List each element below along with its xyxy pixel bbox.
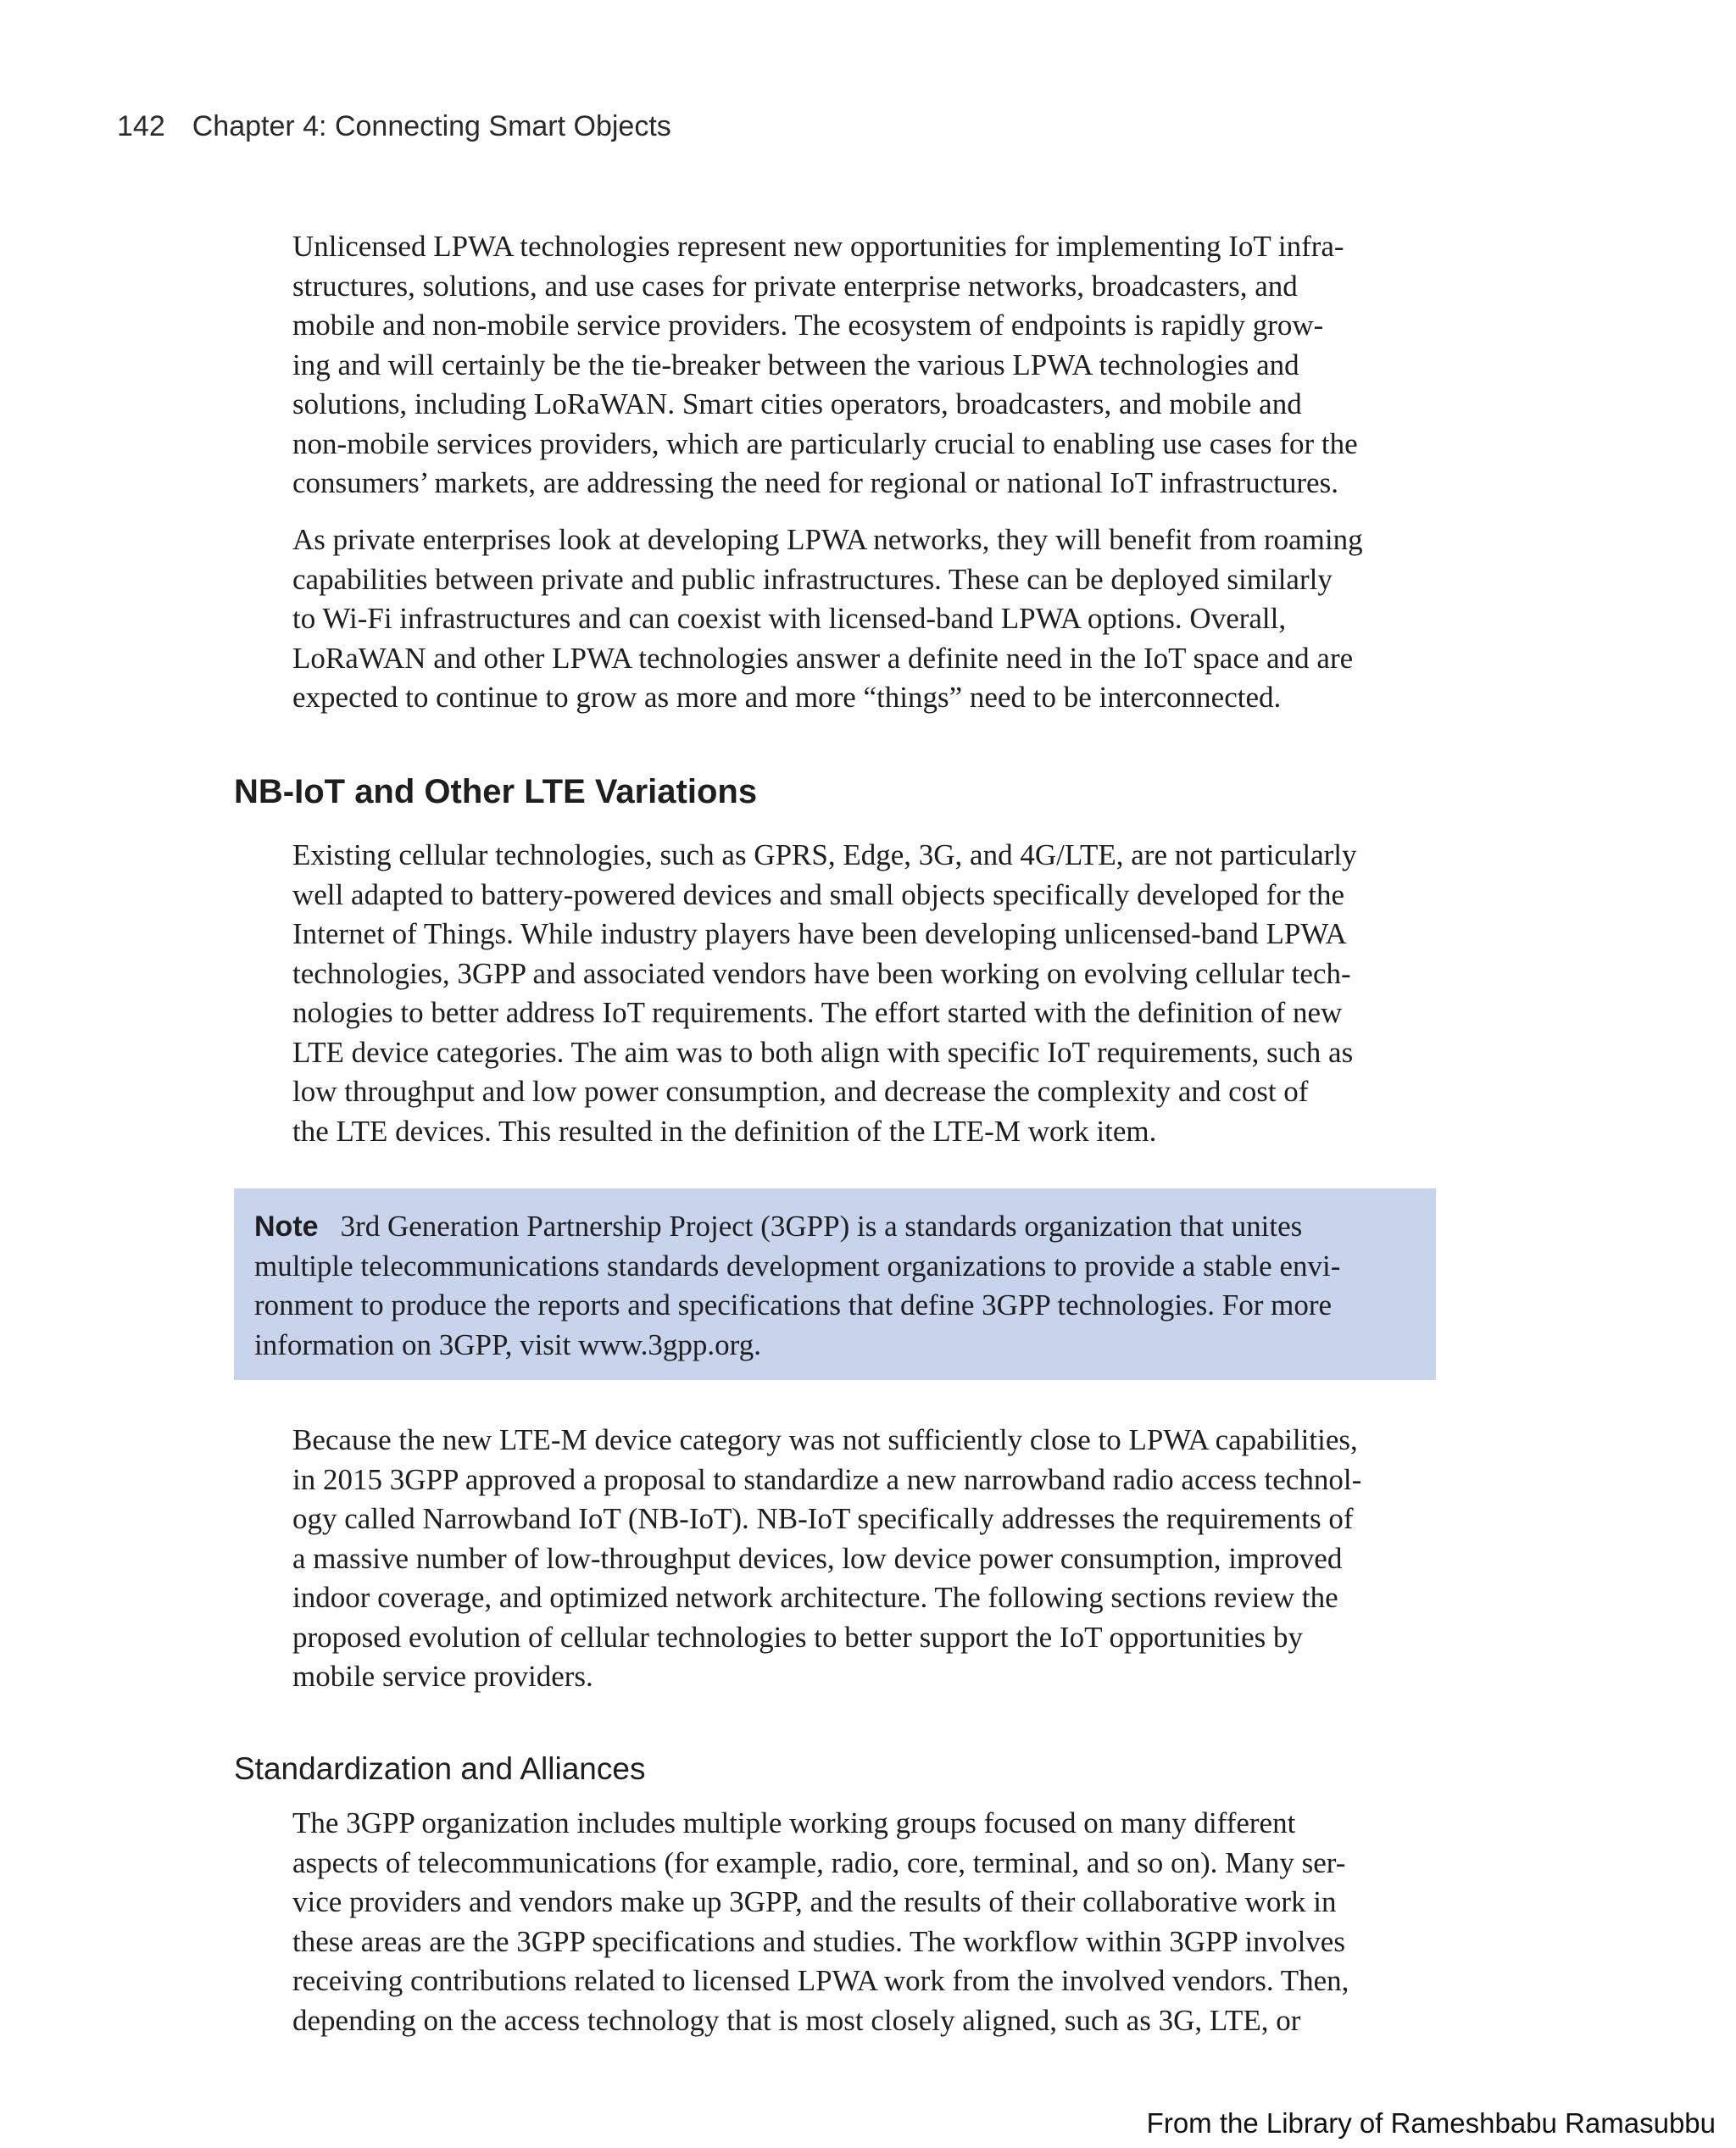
text-line: ronment to produce the reports and specifications that define 3GPP technologies. For more <box>254 1288 1333 1322</box>
text-line: receiving contributions related to licensed LPWA work from the involved vendors. Then, <box>292 1964 1349 1997</box>
text-line: LTE device categories. The aim was to both align with specific IoT requirements, such as <box>292 1035 1354 1069</box>
text-line: Internet of Things. While industry players have been developing unlicensed-band LPWA <box>292 917 1347 950</box>
subsection-heading: Standardization and Alliances <box>234 1751 646 1786</box>
text-line: nologies to better address IoT requirements. The effort started with the definition of new <box>292 996 1343 1029</box>
text-line: in 2015 3GPP approved a proposal to standardize a new narrowband radio access technol- <box>292 1462 1362 1496</box>
text-line: non-mobile services providers, which are particularly crucial to enabling use cases for the <box>292 426 1358 460</box>
text-line: technologies, 3GPP and associated vendors have been working on evolving cellular tech- <box>292 956 1351 990</box>
paragraph-3gpp-organization <box>292 1804 1428 2040</box>
running-head <box>117 110 671 143</box>
text-line: to Wi-Fi infrastructures and can coexist with licensed-band LPWA options. Overall, <box>292 602 1287 635</box>
text-line: low throughput and low power consumption, and decrease the complexity and cost of <box>292 1075 1309 1108</box>
text-line: structures, solutions, and use cases for private enterprise networks, broadcasters, and <box>292 269 1298 303</box>
text-line: information on 3GPP, visit www.3gpp.org. <box>254 1327 761 1361</box>
text-line: well adapted to battery-powered devices and small objects specifically developed for the <box>292 877 1345 911</box>
note-first-line <box>254 1207 1416 1247</box>
paragraph-private-enterprises <box>292 520 1428 718</box>
text-line: Because the new LTE-M device category was not sufficiently close to LPWA capabilities, <box>292 1423 1358 1456</box>
text-line: depending on the access technology that is most closely aligned, such as 3G, LTE, or <box>292 2003 1301 2037</box>
text-line: a massive number of low-throughput devices, low device power consumption, improved <box>292 1541 1343 1575</box>
text-line: aspects of telecommunications (for example, radio, core, terminal, and so on). Many ser- <box>292 1845 1346 1879</box>
text-line: The 3GPP organization includes multiple working groups focused on many different <box>292 1806 1296 1839</box>
text-line: 3rd Generation Partnership Project (3GPP) is a standards organization that unites <box>340 1210 1303 1243</box>
text-line: indoor coverage, and optimized network architecture. The following sections review the <box>292 1581 1338 1614</box>
text-line: proposed evolution of cellular technologies to better support the IoT opportunities by <box>292 1620 1304 1654</box>
text-line: solutions, including LoRaWAN. Smart cities operators, broadcasters, and mobile and <box>292 387 1302 420</box>
page-number: 142 <box>117 110 165 142</box>
note-label: Note <box>254 1210 319 1243</box>
note-box <box>234 1188 1436 1380</box>
paragraph-unlicensed-lpwa <box>292 227 1428 504</box>
text-line: expected to continue to grow as more and more “things” need to be interconnected. <box>292 681 1282 714</box>
text-line: ing and will certainly be the tie-breaker between the various LPWA technologies and <box>292 348 1299 381</box>
chapter-title: Chapter 4: Connecting Smart Objects <box>192 110 671 142</box>
text-line: consumers’ markets, are addressing the need for regional or national IoT infrastructures. <box>292 466 1338 499</box>
text-line: mobile service providers. <box>292 1660 593 1693</box>
text-line: LoRaWAN and other LPWA technologies answer a definite need in the IoT space and are <box>292 641 1354 675</box>
text-line: As private enterprises look at developing LPWA networks, they will benefit from roaming <box>292 523 1363 556</box>
library-attribution: From the Library of Rameshbabu Ramasubbu <box>1146 2107 1716 2139</box>
paragraph-existing-cellular <box>292 836 1428 1151</box>
section-heading: NB-IoT and Other LTE Variations <box>234 773 758 810</box>
text-line: Existing cellular technologies, such as GPRS, Edge, 3G, and 4G/LTE, are not particularly <box>292 838 1357 871</box>
note-text <box>254 1207 1416 1365</box>
text-line: the LTE devices. This resulted in the definition of the LTE-M work item. <box>292 1114 1157 1148</box>
text-line: capabilities between private and public infrastructures. These can be deployed similarly <box>292 562 1333 596</box>
text-line: ogy called Narrowband IoT (NB-IoT). NB-IoT specifically addresses the requirements of <box>292 1502 1354 1535</box>
paragraph-lte-m-nb-iot <box>292 1421 1428 1697</box>
text-line: multiple telecommunications standards development organizations to provide a stable envi- <box>254 1249 1341 1283</box>
text-line: mobile and non-mobile service providers. The ecosystem of endpoints is rapidly grow- <box>292 309 1324 342</box>
text-line: these areas are the 3GPP specifications and studies. The workflow within 3GPP involves <box>292 1924 1345 1958</box>
text-line: vice providers and vendors make up 3GPP, and the results of their collaborative work in <box>292 1885 1337 1918</box>
text-line: Unlicensed LPWA technologies represent new opportunities for implementing IoT infra- <box>292 230 1344 263</box>
